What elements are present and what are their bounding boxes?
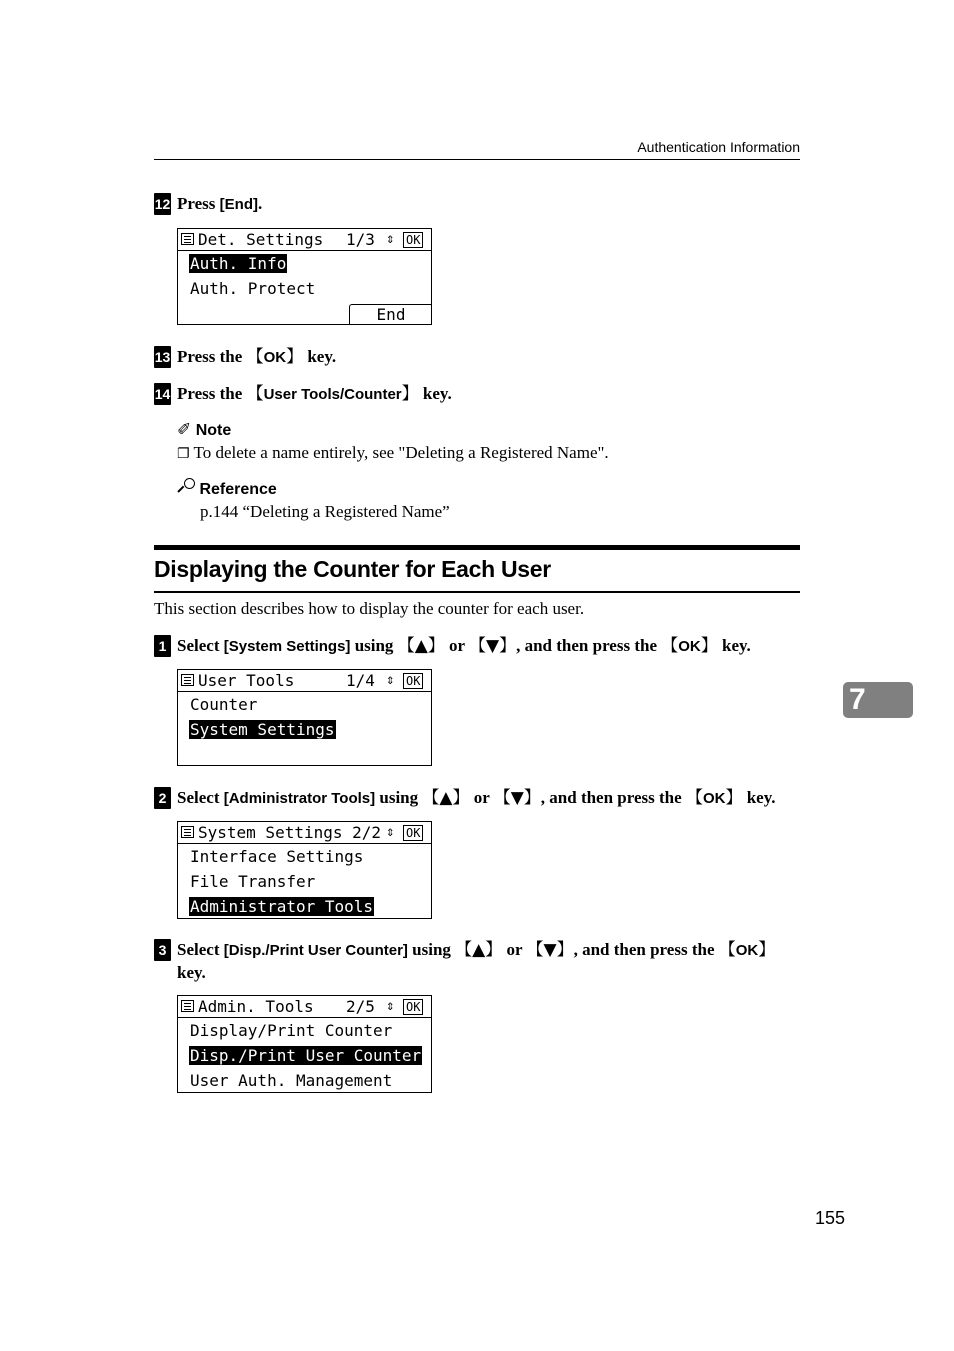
- ui-label-administrator-tools: [Administrator Tools]: [223, 790, 376, 807]
- step-number: 1: [154, 635, 171, 657]
- lcd-end-button: End: [349, 304, 432, 325]
- ui-label-system-settings: [System Settings]: [223, 638, 351, 655]
- reference-heading: Reference: [177, 478, 277, 499]
- step-1: 1 Select [System Settings] using 【▲】 or 【▼】, and then press the 【OK】 key.: [154, 635, 751, 658]
- section-rule-bottom: [154, 591, 800, 593]
- page-number: 155: [814, 1208, 845, 1228]
- magnifier-icon: [177, 478, 195, 496]
- lcd-title-bar: Det. Settings 1/3 ⇕ OK: [178, 229, 431, 251]
- step-number: 14: [154, 383, 171, 405]
- up-down-arrow-icon: ⇕: [386, 672, 395, 688]
- note-heading: ✐ Note: [177, 420, 232, 440]
- step-2: 2 Select [Administrator Tools] using 【▲】 or 【▼】, and then press the 【OK】 key.: [154, 787, 776, 810]
- section-title: Displaying the Counter for Each User: [154, 556, 551, 582]
- running-header: Authentication Information: [637, 139, 800, 155]
- pencil-icon: ✐: [177, 420, 192, 440]
- ui-label-end: [End]: [219, 196, 258, 213]
- step-number: 3: [154, 939, 171, 961]
- down-arrow-icon: ▼: [510, 788, 524, 808]
- document-icon: [181, 674, 194, 686]
- document-icon: [181, 233, 194, 245]
- document-icon: [181, 826, 194, 838]
- step-14: 14 Press the 【User Tools/Counter】 key.: [154, 384, 452, 404]
- step-number: 12: [154, 193, 171, 215]
- lcd-row-selected: Administrator Tools: [190, 897, 374, 916]
- lcd-screen-user-tools: [177, 669, 432, 766]
- lcd-row-selected: Disp./Print User Counter: [190, 1046, 422, 1065]
- key-user-tools-counter: User Tools/Counter: [263, 386, 402, 403]
- chapter-tab: 7: [843, 682, 913, 718]
- lcd-row: Auth. Protect: [190, 279, 316, 298]
- up-arrow-icon: ▲: [414, 636, 428, 656]
- section-rule-top: [154, 545, 800, 550]
- lcd-row-selected: Auth. Info: [190, 254, 287, 273]
- lcd-screen-det-settings: [177, 228, 432, 325]
- key-ok: OK: [263, 349, 287, 366]
- lcd-row: Interface Settings: [190, 847, 364, 866]
- lcd-title-bar: User Tools 1/4 ⇕ OK: [178, 670, 431, 692]
- down-arrow-icon: ▼: [486, 636, 500, 656]
- lcd-row: File Transfer: [190, 872, 316, 891]
- header-rule: [154, 159, 800, 160]
- ok-box: OK: [403, 673, 423, 689]
- lcd-row: Display/Print Counter: [190, 1021, 393, 1040]
- checkbox-bullet-icon: ❐: [177, 446, 190, 462]
- step-number: 13: [154, 346, 171, 368]
- up-down-arrow-icon: ⇕: [386, 998, 395, 1014]
- ok-box: OK: [403, 232, 423, 248]
- lcd-screen-system-settings: [177, 821, 432, 919]
- ui-label-disp-print-user-counter: [Disp./Print User Counter]: [223, 942, 408, 959]
- up-down-arrow-icon: ⇕: [386, 231, 395, 247]
- step-12: 12 Press [End].: [154, 194, 263, 213]
- ok-box: OK: [403, 999, 423, 1015]
- lcd-row-selected: System Settings: [190, 720, 335, 739]
- step-3: 3 Select [Disp./Print User Counter] using 【▲】 or 【▼】, and then press the 【OK】 key.: [154, 939, 800, 984]
- up-arrow-icon: ▲: [472, 940, 486, 960]
- reference-text: p.144 “Deleting a Registered Name”: [200, 502, 450, 521]
- up-down-arrow-icon: ⇕: [386, 824, 395, 840]
- lcd-row: User Auth. Management: [190, 1071, 393, 1090]
- lcd-title-bar: System Settings 2/2 ⇕ OK: [178, 822, 431, 844]
- lcd-title-bar: Admin. Tools 2/5 ⇕ OK: [178, 996, 431, 1018]
- lcd-row: Counter: [190, 695, 258, 714]
- note-bullet: ❐ To delete a name entirely, see "Deleting a Registered Name".: [177, 443, 609, 462]
- lcd-screen-admin-tools: [177, 995, 432, 1093]
- step-number: 2: [154, 787, 171, 809]
- ok-box: OK: [403, 825, 423, 841]
- step-13: 13 Press the 【OK】 key.: [154, 347, 337, 367]
- document-icon: [181, 1000, 194, 1012]
- up-arrow-icon: ▲: [439, 788, 453, 808]
- section-intro: This section describes how to display the counter for each user.: [154, 599, 585, 618]
- down-arrow-icon: ▼: [543, 940, 557, 960]
